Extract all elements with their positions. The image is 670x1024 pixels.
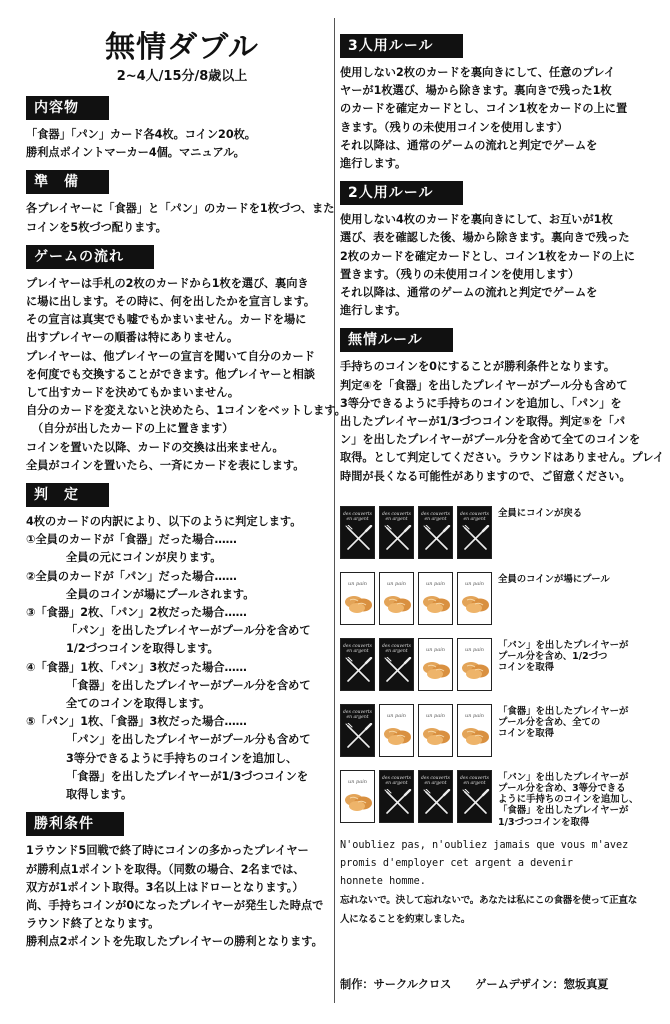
card-text: un pain <box>425 712 446 719</box>
cutlery-icon <box>461 525 490 551</box>
judge-examples <box>340 506 652 828</box>
example-label-line: 「パン」を出したプレイヤーが <box>498 639 629 651</box>
example-label-line: コインを取得 <box>498 662 554 674</box>
card-text: un pain <box>347 778 368 785</box>
credits <box>340 976 628 992</box>
section-two-player <box>340 181 652 320</box>
text-line: のカードを確定カードとし、コイン1枚をカードの上に置 <box>340 102 628 116</box>
card-text: un pain <box>425 580 446 587</box>
card-text <box>421 512 450 522</box>
cutlery-icon <box>422 789 451 815</box>
section-judge <box>26 483 338 804</box>
bread-icon <box>422 591 451 617</box>
text-line: 勝利点ポイントマーカー4個。マニュアル。 <box>26 146 245 160</box>
text-line: プレイヤーは手札の2枚のカードから1枚を選び、裏向き <box>26 276 309 290</box>
case-line: 1/2づつコインを取得します。 <box>66 642 219 656</box>
japanese-quote <box>340 891 652 929</box>
card-text-line: des couverts <box>382 643 411 649</box>
text-line: 勝利点2ポイントを先取したプレイヤーの勝利となります。 <box>26 935 323 949</box>
cutlery-card <box>379 770 414 823</box>
example-label-line: プール分を含め、3等分できる <box>498 783 626 795</box>
text-line: （自分が出したカードの上に置きます） <box>32 422 234 436</box>
section-flow <box>26 245 346 475</box>
quote-line: promis d'employer cet argent a devenir <box>340 857 574 869</box>
section-body <box>26 200 338 236</box>
text-line: に場に出します。その時に、何を出したかを宣言します。 <box>26 295 316 309</box>
section-victory <box>26 812 338 951</box>
text-line: プレイヤーは、他プレイヤーの宣言を聞いて自分のカード <box>26 349 315 363</box>
text-line: 時間が長くなる可能性がありますので、ご留意ください。 <box>340 469 631 483</box>
bread-card <box>418 572 453 625</box>
section-heading: ゲームの流れ <box>26 245 154 269</box>
cutlery-card <box>418 506 453 559</box>
section-heading: 3人用ルール <box>340 34 463 58</box>
case-line: 全員の元にコインが戻ります。 <box>66 551 222 565</box>
example-label-line: ように手持ちのコインを追加し、 <box>498 794 639 806</box>
card-text-line: des couverts <box>460 775 489 781</box>
cutlery-icon <box>383 525 412 551</box>
bread-card <box>340 770 375 823</box>
example-label-line: 全員のコインが場にプール <box>498 573 610 585</box>
text-line: 出すプレイヤーの順番は特にありません。 <box>26 331 239 345</box>
card-text-line: en argent <box>385 648 408 654</box>
right-column <box>340 34 665 929</box>
card-text-line: en argent <box>424 780 447 786</box>
text-line: 選び、表を確認した後、場から除きます。裏向きで残った <box>340 231 630 245</box>
card-text: un pain <box>347 580 368 587</box>
bread-icon <box>422 657 451 683</box>
game-title: 無情ダブル <box>105 30 259 65</box>
quote-line: 人になることを約束しました。 <box>340 913 471 925</box>
example-label <box>498 706 628 740</box>
card-text-line: en argent <box>385 516 408 522</box>
case-line: 3等分できるように手持ちのコインを追加し、 <box>66 751 298 765</box>
text-line: 使用しない4枚のカードを裏向きにして、お互いが1枚 <box>340 213 613 227</box>
card-text-line: en argent <box>385 780 408 786</box>
text-line: 進行します。 <box>340 304 407 318</box>
text-line: 出したプレイヤーが1/3づつコインを取得。判定⑤を「パ <box>340 415 626 429</box>
card-group <box>340 638 492 691</box>
left-column <box>26 28 346 960</box>
card-text-line: en argent <box>463 780 486 786</box>
section-mujo-rule <box>340 328 665 485</box>
text-line: コインを置いた以降、カードの交換は出来ません。 <box>26 440 284 454</box>
text-line: その宣言は真実でも嘘でもかまいません。カードを場に <box>26 313 307 327</box>
cutlery-icon <box>461 789 490 815</box>
text-line: を何度でも交換することができます。他プレイヤーと相談 <box>26 367 315 381</box>
case-line: 全てのコインを取得します。 <box>66 697 211 711</box>
text-line: 尚、手持ちコインが0になったプレイヤーが発生した時点で <box>26 898 324 912</box>
cutlery-card <box>340 506 375 559</box>
card-text-line: des couverts <box>421 775 450 781</box>
text-line: 使用しない2枚のカードを裏向きにして、任意のプレイ <box>340 66 616 79</box>
text-line: して出すカードを決めてもかまいません。 <box>26 386 240 400</box>
card-text-line: en argent <box>346 516 369 522</box>
card-text <box>460 512 489 522</box>
card-text-line: des couverts <box>343 511 372 517</box>
cutlery-icon <box>383 657 412 683</box>
section-setup <box>26 170 338 236</box>
example-label-line: 「食器」を出したプレイヤーが <box>498 805 629 817</box>
card-text-line: en argent <box>346 714 369 720</box>
card-text <box>343 710 372 720</box>
case-title: ④「食器」1枚、「パン」3枚だった場合…… <box>26 660 247 674</box>
text-line: 自分のカードを変えないと決めたら、1コインをベットします。 <box>26 404 346 418</box>
section-heading: 勝利条件 <box>26 812 124 836</box>
text-line: 4枚のカードの内訳により、以下のように判定します。 <box>26 515 302 529</box>
card-text: un pain <box>425 646 446 653</box>
card-group <box>340 506 492 559</box>
example-label-line: 1/3づつコインを取得 <box>498 816 590 828</box>
section-heading: 2人用ルール <box>340 181 463 205</box>
bread-icon <box>422 723 451 749</box>
text-line: が勝利点1ポイントを取得。（同数の場合、2名までは、 <box>26 862 305 876</box>
section-body <box>26 513 338 804</box>
section-contents <box>26 96 338 162</box>
example-label-line: 「パン」を出したプレイヤーが <box>498 771 629 783</box>
card-group <box>340 572 492 625</box>
case-title: ③「食器」2枚、「パン」2枚だった場合…… <box>26 606 247 620</box>
text-line: 「食器」「パン」カード各4枚。コイン20枚。 <box>26 128 256 141</box>
card-text: un pain <box>464 712 485 719</box>
case-line: 全員のコインが場にプールされます。 <box>66 587 255 601</box>
example-label <box>498 508 582 519</box>
cutlery-icon <box>344 525 373 551</box>
card-text-line: des couverts <box>382 775 411 781</box>
section-body <box>340 358 665 485</box>
card-text-line: des couverts <box>343 709 372 715</box>
example-row <box>340 770 652 828</box>
bread-icon <box>461 657 490 683</box>
bread-icon <box>383 591 412 617</box>
example-row <box>340 572 652 625</box>
bread-icon <box>461 591 490 617</box>
example-row <box>340 506 652 559</box>
example-label-line: プール分を含め、1/2づつ <box>498 651 608 663</box>
bread-icon <box>344 591 373 617</box>
card-text <box>382 512 411 522</box>
text-line: それ以降は、通常のゲームの流れと判定でゲームを <box>340 286 598 300</box>
cutlery-icon <box>383 789 412 815</box>
example-label-line: 「食器」を出したプレイヤーが <box>498 705 629 717</box>
french-quote <box>340 837 652 891</box>
card-text-line: en argent <box>346 648 369 654</box>
section-heading: 準 備 <box>26 170 109 194</box>
example-label-line: コインを取得 <box>498 728 554 740</box>
case-line: 「パン」を出したプレイヤーがプール分も含めて <box>66 733 311 747</box>
text-line: ヤーが1枚選び、場から除きます。裏向きで残った1枚 <box>340 84 612 98</box>
text-line: 進行します。 <box>340 157 407 171</box>
text-line: 各プレイヤーに「食器」と「パン」のカードを1枚づつ、また <box>26 202 335 216</box>
cutlery-card <box>418 770 453 823</box>
text-line: 置きます。（残りの未使用コインを使用します） <box>340 267 580 281</box>
bread-icon <box>344 789 373 815</box>
card-group <box>340 704 492 757</box>
card-text-line: en argent <box>424 516 447 522</box>
example-row <box>340 638 652 691</box>
case-line: 「パン」を出したプレイヤーがプール分を含めて <box>66 624 311 638</box>
bread-card <box>457 638 492 691</box>
section-heading: 判 定 <box>26 483 109 507</box>
text-line: それ以降は、通常のゲームの流れと判定でゲームを <box>340 138 598 152</box>
section-heading: 無情ルール <box>340 328 453 352</box>
credit-design: ゲームデザイン：惣坂真夏 <box>475 978 609 991</box>
example-row <box>340 704 652 757</box>
quote-line: N'oubliez pas, n'oubliez jamais que vous m'avez <box>340 839 629 851</box>
credit-production: 制作：サークルクロス <box>340 978 452 991</box>
cutlery-card <box>340 704 375 757</box>
text-line: 取得。として判定してください。ラウンドはありません。プレイ <box>340 451 665 465</box>
example-label-line: 全員にコインが戻る <box>498 507 583 519</box>
card-text <box>421 776 450 786</box>
bread-card <box>418 704 453 757</box>
text-line: 2枚のカードを確定カードとし、コイン1枚をカードの上に <box>340 249 635 263</box>
cutlery-icon <box>422 525 451 551</box>
bread-card <box>379 572 414 625</box>
section-body <box>340 64 652 173</box>
card-text <box>343 644 372 654</box>
cutlery-card <box>457 506 492 559</box>
quote-line: honnete homme. <box>340 875 426 887</box>
text-line: ラウンド終了となります。 <box>26 917 160 931</box>
cutlery-icon <box>344 657 373 683</box>
text-line: 判定④を「食器」を出したプレイヤーがプール分も含めて <box>340 378 628 392</box>
card-text-line: des couverts <box>382 511 411 517</box>
cutlery-card <box>379 638 414 691</box>
card-text-line: des couverts <box>421 511 450 517</box>
card-text-line: des couverts <box>343 643 372 649</box>
case-title: ⑤「パン」1枚、「食器」3枚だった場合…… <box>26 715 247 729</box>
card-text <box>382 776 411 786</box>
text-line: 手持ちのコインを0にすることが勝利条件となります。 <box>340 360 616 374</box>
bread-card <box>457 704 492 757</box>
section-body <box>26 126 338 162</box>
text-line: 1ラウンド5回戦で終了時にコインの多かったプレイヤー <box>26 844 309 858</box>
case-title: ①全員のカードが「食器」だった場合…… <box>26 533 237 547</box>
section-three-player <box>340 34 652 173</box>
text-line: コインを5枚づつ配ります。 <box>26 220 167 234</box>
section-heading: 内容物 <box>26 96 109 120</box>
text-line: 3等分できるように手持ちのコインを追加し、「パン」を <box>340 396 622 410</box>
card-text: un pain <box>464 580 485 587</box>
bread-card <box>340 572 375 625</box>
card-text-line: en argent <box>463 516 486 522</box>
bread-card <box>457 572 492 625</box>
section-body <box>340 211 652 320</box>
text-line: きます。（残りの未使用コインを使用します） <box>340 120 569 134</box>
card-text <box>382 644 411 654</box>
bread-icon <box>383 723 412 749</box>
section-body <box>26 842 338 951</box>
example-label-line: プール分を含め、全ての <box>498 717 601 729</box>
card-text <box>343 512 372 522</box>
text-line: 双方が1ポイント取得。3名以上はドローとなります。） <box>26 880 304 894</box>
text-line: 全員がコインを置いたら、一斉にカードを表にします。 <box>26 458 305 472</box>
bread-card <box>418 638 453 691</box>
example-label <box>498 772 638 828</box>
card-text-line: des couverts <box>460 511 489 517</box>
card-text: un pain <box>464 646 485 653</box>
example-label <box>498 574 610 585</box>
card-text: un pain <box>386 712 407 719</box>
cutlery-card <box>340 638 375 691</box>
game-subtitle: 2~4人/15分/8歳以上 <box>116 69 248 84</box>
cutlery-icon <box>344 723 373 749</box>
card-group <box>340 770 492 823</box>
case-line: 「食器」を出したプレイヤーがプール分を含めて <box>66 678 311 692</box>
cutlery-card <box>379 506 414 559</box>
case-line: 「食器」を出したプレイヤーが1/3づつコインを <box>66 769 309 783</box>
card-text: un pain <box>386 580 407 587</box>
section-body <box>26 275 346 475</box>
cutlery-card <box>457 770 492 823</box>
bread-icon <box>461 723 490 749</box>
text-line: ン」を出したプレイヤーがプール分を含めて全てのコインを <box>340 433 641 447</box>
case-line: 取得します。 <box>66 788 133 802</box>
bread-card <box>379 704 414 757</box>
quote-line: 忘れないで。決して忘れないで。あなたは私にこの食器を使って正直な <box>340 894 638 906</box>
card-text <box>460 776 489 786</box>
example-label <box>498 640 628 674</box>
case-title: ②全員のカードが「パン」だった場合…… <box>26 569 237 583</box>
